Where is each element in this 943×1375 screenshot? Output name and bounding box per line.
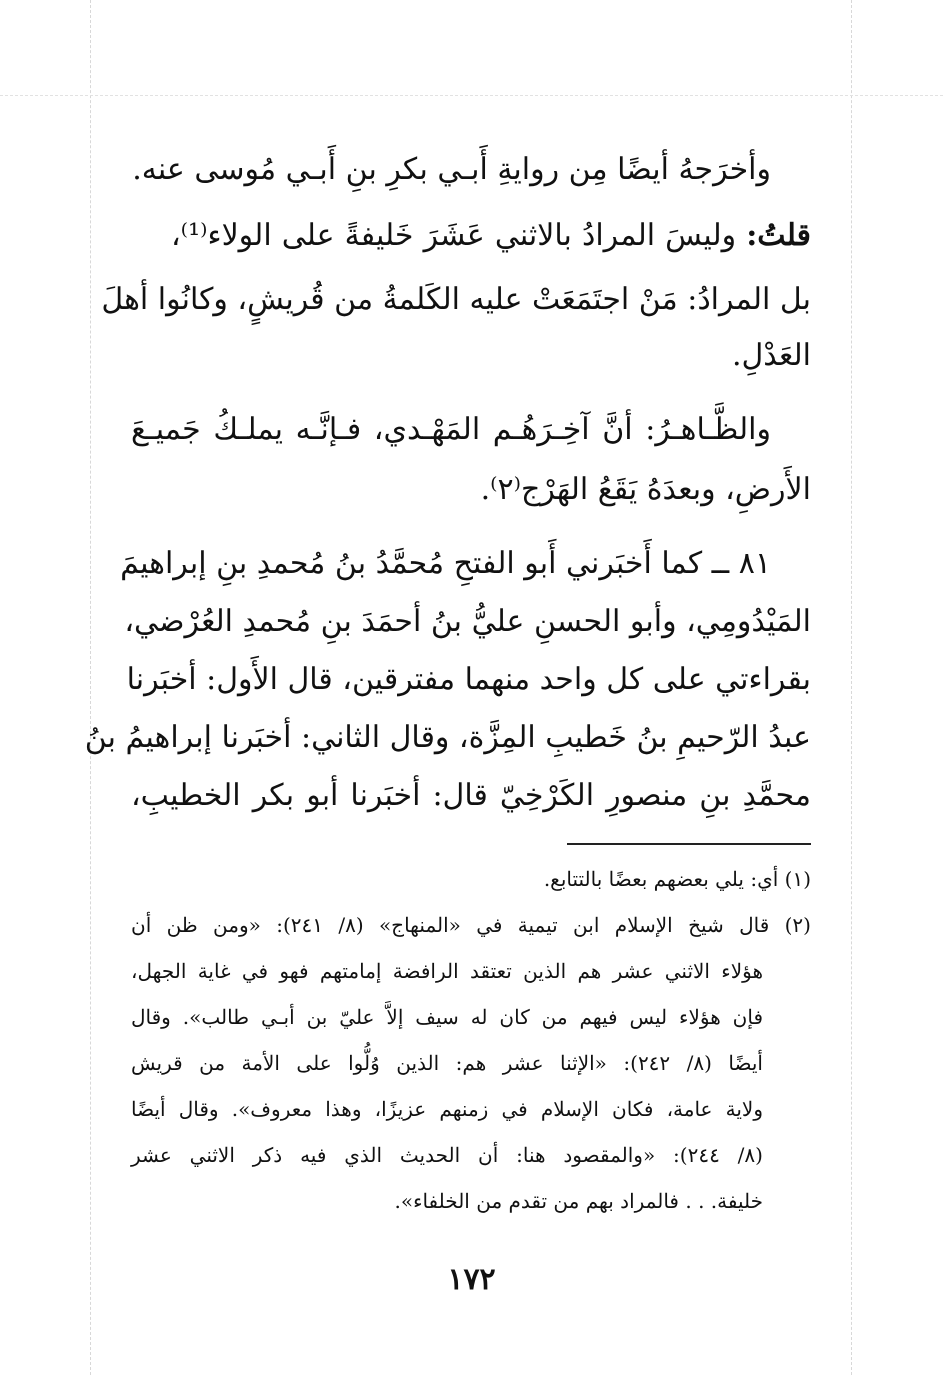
footnote-2-line-7: خليفة. . . فالمراد بهم من تقدم من الخلفاء». (394, 1189, 763, 1213)
paragraph-2-line-1-text: وليسَ المرادُ بالاثني عَشَرَ خَليفةً على الولاء⁽¹⁾، (171, 218, 737, 253)
footnote-2-line-5: ولاية عامة، فكان الإسلام في زمنهم عزيزًا، وهذا معروف». وقال أيضًا (131, 1097, 764, 1121)
paragraph-4-line-4: عبدُ الرّحيمِ بنُ خَطيبِ المِزَّة، وقال الثاني: أخبَرنا إبراهيمُ بنُ (84, 720, 811, 755)
footnote-2-line-6: (٨/ ٢٤٤): «والمقصود هنا: أن الحديث الذي فيه ذكر الاثني عشر (131, 1143, 763, 1167)
paragraph-2-line-1 (171, 212, 811, 260)
paragraph-1-line-1: وأخرَجهُ أيضًا مِن روايةِ أَبـي بكرِ بنِ أَبـي مُوسى عنه. (132, 152, 771, 187)
footnote-2-line-3: فإن هؤلاء ليس فيهم من كان له سيف إلاَّ عليّ بن أبـي طالب». وقال (131, 1005, 763, 1029)
paragraph-4-line-2: المَيْدُومِي، وأبو الحسنِ عليُّ بنُ أحمَدَ بنِ مُحمدِ العُرْضي، (124, 604, 811, 639)
scan-guide-top (0, 95, 943, 96)
paragraph-3-line-1: والظَّـاهـرُ: أنَّ آخِـرَهُـم المَهْـدي، فـإنَّـه يملـكُ جَميـعَ (131, 412, 771, 447)
paragraph-2-line-3: العَدْلِ. (731, 338, 811, 373)
page-number: ١٧٢ (447, 1262, 496, 1297)
footnote-separator (567, 843, 811, 845)
scan-guide-right (851, 0, 852, 1375)
paragraph-2-lead: قلتُ: (746, 218, 811, 253)
footnote-2-line-4: أيضًا (٨/ ٢٤٢): «الإثنا عشر هم: الذين وُلُّوا على الأمة من قريش (131, 1051, 763, 1075)
paragraph-4-line-3: بقراءتي على كل واحد منهما مفترقين، قال الأَول: أخبَرنا (126, 662, 811, 697)
paragraph-4-line-5: محمَّدِ بنِ منصورِ الكَرْخِيّ قال: أخبَرنا أبو بكر الخطيبِ، (131, 778, 811, 813)
paragraph-2-line-2: بل المرادُ: مَنْ اجتَمَعَتْ عليه الكَلمةُ من قُريشٍ، وكانُوا أهلَ (101, 282, 811, 317)
footnote-2-line-1: (٢) قال شيخ الإسلام ابن تيمية في «المنهاج» (٨/ ٢٤١): «ومن ظن أن (131, 913, 811, 937)
footnote-1-line-1: (١) أي: يلي بعضهم بعضًا بالتتابع. (543, 867, 811, 891)
paragraph-4-line-1: ٨١ ــ كما أَخبَرني أَبو الفتحِ مُحمَّدُ بنُ مُحمدِ بنِ إبراهيمَ (120, 546, 771, 581)
scan-guide-left (90, 0, 91, 1375)
paragraph-3-line-2: الأَرضِ، وبعدَهُ يَقَعُ الهَرْج⁽٢⁾. (480, 472, 811, 507)
footnote-2-line-2: هؤلاء الاثني عشر هم الذين تعتقد الرافضة إمامتهم فهو في غاية الجهل، (131, 959, 763, 983)
